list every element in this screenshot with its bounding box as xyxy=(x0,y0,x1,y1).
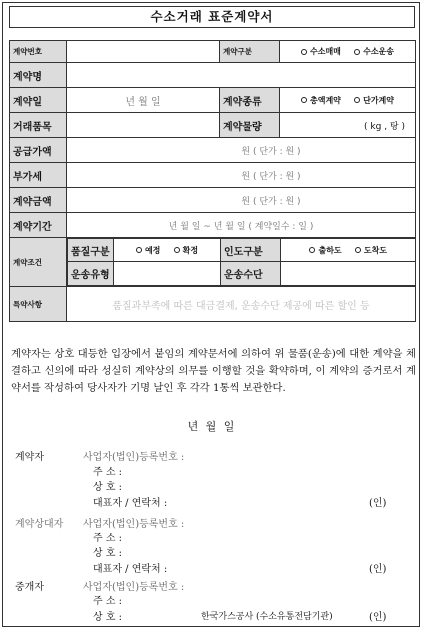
party-reg-no: 사업자(법인)등록번호 : xyxy=(83,452,185,463)
field-vat[interactable]: 원 ( 단가 : 원 ) xyxy=(67,163,416,188)
conditions-cell xyxy=(67,238,416,287)
field-quantity[interactable]: ( kg , 탕 ) xyxy=(280,113,416,138)
party-address: 주 소 : xyxy=(93,596,123,607)
label-conditions: 계약조건 xyxy=(10,238,67,287)
field-contract-date[interactable]: 년 월 일 xyxy=(67,88,220,113)
party-role: 중개자 xyxy=(15,582,44,593)
option-lump-sum[interactable]: 총액계약 xyxy=(301,96,341,105)
radio-icon xyxy=(301,49,307,55)
party-role: 계약상대자 xyxy=(15,519,64,530)
seal-mark: (인) xyxy=(369,612,387,623)
conditions-subtable xyxy=(67,238,416,286)
radio-icon xyxy=(174,247,180,253)
label-delivery: 인도구분 xyxy=(221,239,281,262)
radio-icon xyxy=(354,97,360,103)
radio-icon xyxy=(301,97,307,103)
label-transport-means: 운송수단 xyxy=(221,262,281,286)
label-contract-name: 계약명 xyxy=(10,63,67,88)
field-period[interactable]: 년 월 일 ~ 년 월 일 ( 계약일수 : 일 ) xyxy=(67,213,416,238)
option-confirmed[interactable]: 확정 xyxy=(174,246,198,255)
label-contract-kind: 계약종류 xyxy=(220,88,280,113)
party-representative: 대표자 / 연락처 : xyxy=(93,564,168,575)
broker-name: 한국가스공사 (수소유통전담기관) xyxy=(201,612,333,622)
option-ex-works[interactable]: 출하도 xyxy=(309,246,341,255)
label-contract-no: 계약번호 xyxy=(10,41,67,63)
label-contract-date: 계약일 xyxy=(10,88,67,113)
contract-page xyxy=(2,2,420,627)
label-item: 거래품목 xyxy=(10,113,67,138)
label-period: 계약기간 xyxy=(10,213,67,238)
quality-options xyxy=(114,239,221,262)
party-company: 상 호 : xyxy=(93,482,123,493)
label-total: 계약금액 xyxy=(10,188,67,213)
radio-icon xyxy=(355,247,361,253)
label-contract-type: 계약구분 xyxy=(220,41,280,63)
party-company: 상 호 : xyxy=(93,548,123,559)
label-special: 특약사항 xyxy=(10,287,67,322)
contract-type-options xyxy=(280,41,416,63)
sign-date: 년 월 일 xyxy=(187,420,237,433)
party-company: 상 호 : xyxy=(93,612,123,623)
radio-icon xyxy=(136,247,142,253)
field-transport-means[interactable] xyxy=(281,262,416,286)
field-total[interactable]: 원 ( 단가 : 원 ) xyxy=(67,188,416,213)
label-vat: 부가세 xyxy=(10,163,67,188)
party-reg-no: 사업자(법인)등록번호 : xyxy=(83,519,185,530)
party-representative: 대표자 / 연락처 : xyxy=(93,498,168,509)
field-transport-type[interactable] xyxy=(114,262,221,286)
field-contract-name[interactable] xyxy=(67,63,416,88)
contract-info-table xyxy=(9,40,416,322)
party-address: 주 소 : xyxy=(93,533,123,544)
party-address: 주 소 : xyxy=(93,467,123,478)
delivery-options xyxy=(281,239,416,262)
label-transport-type: 운송유형 xyxy=(68,262,114,286)
party-role: 계약자 xyxy=(15,452,44,463)
label-quality: 품질구분 xyxy=(68,239,114,262)
party-reg-no: 사업자(법인)등록번호 : xyxy=(83,582,185,593)
option-planned[interactable]: 예정 xyxy=(136,246,160,255)
radio-icon xyxy=(309,247,315,253)
label-supply-price: 공급가액 xyxy=(10,138,67,163)
option-hydrogen-transport[interactable]: 수소운송 xyxy=(354,47,394,56)
option-delivered[interactable]: 도착도 xyxy=(355,246,387,255)
radio-icon xyxy=(354,49,360,55)
field-special[interactable]: 품질과부족에 따른 대금결제, 운송수단 제공에 따른 할인 등 xyxy=(67,287,416,322)
option-hydrogen-sale[interactable]: 수소매매 xyxy=(301,47,341,56)
field-contract-no[interactable] xyxy=(67,41,220,63)
seal-mark: (인) xyxy=(369,498,387,509)
field-item[interactable] xyxy=(67,113,220,138)
contract-kind-options xyxy=(280,88,416,113)
field-supply-price[interactable]: 원 ( 단가 : 원 ) xyxy=(67,138,416,163)
label-quantity: 계약물량 xyxy=(220,113,280,138)
option-unit-price[interactable]: 단가계약 xyxy=(354,96,394,105)
seal-mark: (인) xyxy=(369,564,387,575)
agreement-text: 계약자는 상호 대등한 입장에서 붙임의 계약문서에 의하여 위 물품(운송)에 대한 계약을 체결하고 신의에 따라 성실히 계약상의 의무를 이행할 것을 확약하며, 이 계약의 증거로서 계약서를 작성하여 당사자가 기명 날인 후 각각 1통씩 보관한다. xyxy=(11,348,416,394)
document-title: 수소거래 표준계약서 xyxy=(9,6,415,28)
